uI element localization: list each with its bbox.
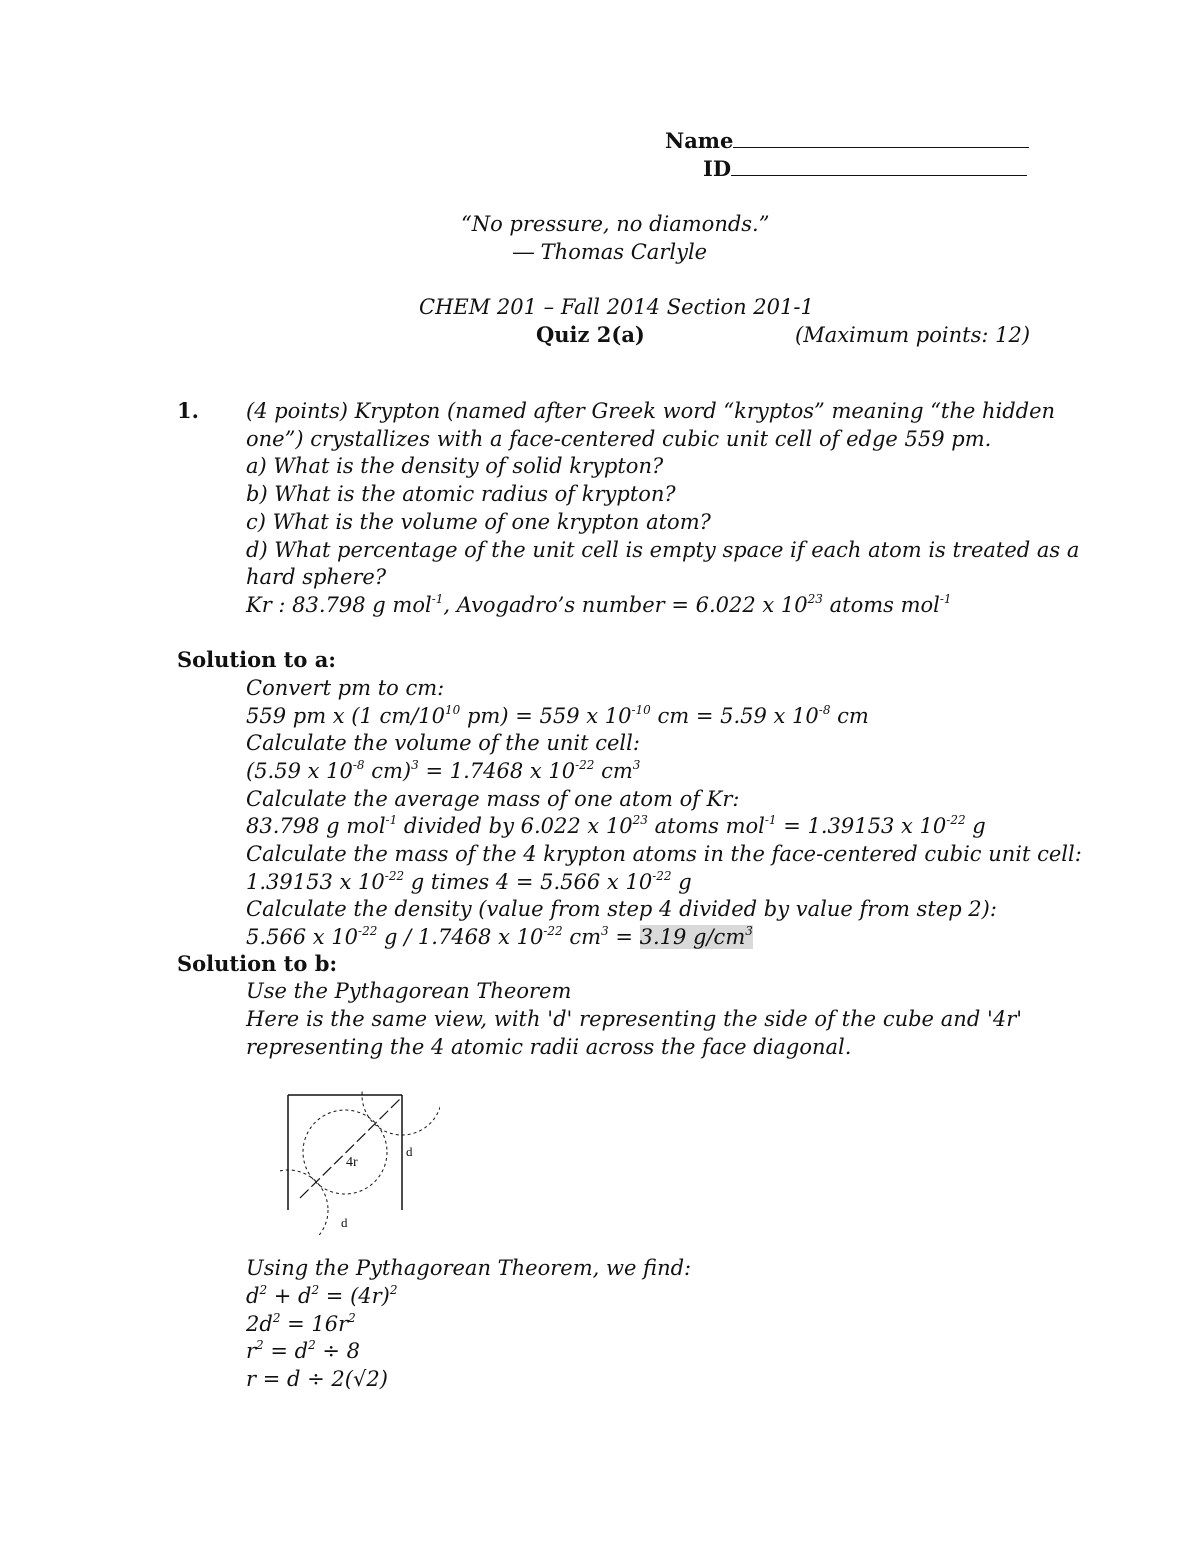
id-blank — [731, 155, 1027, 176]
max-points: (Maximum points: 12) — [795, 323, 1031, 347]
q1-line1: (4 points) Krypton (named after Greek word “kryptos” meaning “the hidden — [246, 399, 1056, 423]
question-number: 1. — [177, 398, 199, 423]
q1-line2: one”) crystallizes with a face-centered cubic unit cell of edge 559 pm. — [246, 427, 992, 451]
q1-part-c: c) What is the volume of one krypton atom? — [246, 510, 711, 534]
solution-a-step4: (5.59 x $10^{-8}$ cm)$^3$ = 1.7468 x $10^{-22}$ $cm^3$ — [246, 758, 641, 783]
solution-a-step10: 5.566 x $10^{-22}$ g / 1.7468 x $10^{-22}$ $cm^3 = 3.19$ $g/cm^3$ — [246, 924, 753, 949]
epigraph-author: ― Thomas Carlyle — [513, 240, 708, 264]
solution-a-step7: Calculate the mass of the 4 krypton atoms in the face-centered cubic unit cell: — [246, 842, 1082, 866]
equation-4: r = d ÷ 2(√2) — [246, 1367, 388, 1391]
epigraph-quote: “No pressure, no diamonds.” — [461, 212, 770, 236]
square-root-symbol: √ — [352, 1367, 367, 1391]
q1-part-b: b) What is the atomic radius of krypton? — [246, 482, 676, 506]
q1-part-a: a) What is the density of solid krypton? — [246, 454, 664, 478]
q1-part-d-line1: d) What percentage of the unit cell is empty space if each atom is treated as a — [246, 538, 1080, 562]
corner-atom-top-right — [362, 1090, 440, 1135]
corner-atom-bottom-left — [280, 1170, 328, 1235]
solution-a-step5: Calculate the average mass of one atom of Kr: — [246, 787, 740, 811]
equation-1: $d^2 + d^2 = (4r)^2$ — [246, 1283, 398, 1308]
solution-b-step2: Here is the same view, with 'd' representing the side of the cube and '4r' — [246, 1007, 1022, 1031]
face-diagonal-diagram — [280, 1090, 440, 1235]
quiz-title: Quiz 2(a) — [536, 322, 645, 347]
equation-3: $r^2 = d^2 \div 8$ — [246, 1338, 361, 1363]
course-line: CHEM 201 – Fall 2014 Section 201-1 — [419, 295, 814, 319]
label-4r: 4r — [346, 1155, 358, 1170]
solution-a-step3: Calculate the volume of the unit cell: — [246, 731, 640, 755]
density-answer-highlight: 3.19 $g/cm^3$ — [639, 924, 753, 949]
label-d-bottom: d — [341, 1215, 348, 1230]
solution-b-heading: Solution to b: — [177, 951, 338, 976]
name-line — [665, 127, 1029, 155]
solution-a-heading: Solution to a: — [177, 647, 337, 672]
id-label: ID — [703, 156, 732, 181]
solution-a-step9: Calculate the density (value from step 4 divided by value from step 2): — [246, 897, 997, 921]
q1-part-d-line2: hard sphere? — [246, 565, 387, 589]
id-line — [703, 155, 1027, 183]
label-d-right: d — [406, 1144, 413, 1159]
solution-a-step1: Convert pm to cm: — [246, 676, 445, 700]
name-blank — [733, 127, 1029, 148]
solution-b-step1: Use the Pythagorean Theorem — [246, 979, 572, 1003]
solution-b-step4: Using the Pythagorean Theorem, we find: — [246, 1256, 692, 1280]
solution-a-step6: 83.798 g mol$^{-1}$ divided by 6.022 x $10^{23}$ atoms mol$^{-1}$ = 1.39153 x $10^{-22}$ g — [246, 813, 986, 838]
solution-b-step3: representing the 4 atomic radii across the face diagonal. — [246, 1035, 852, 1059]
solution-a-step2: 559 pm x (1 $cm/10^{10}$ pm) = 559 x $10^{-10}$ cm = 5.59 x $10^{-8}$ cm — [246, 703, 869, 728]
solution-a-step8: 1.39153 x $10^{-22}$ g times 4 = 5.566 x $10^{-22}$ g — [246, 869, 692, 894]
equation-2: $2d^2 = 16r^2$ — [246, 1311, 356, 1336]
q1-given-constants: Kr : 83.798 g mol$^{-1}$, Avogadro’s number = 6.022 x $10^{23}$ atoms mol$^{-1}$ — [246, 592, 952, 617]
name-label: Name — [665, 128, 734, 153]
